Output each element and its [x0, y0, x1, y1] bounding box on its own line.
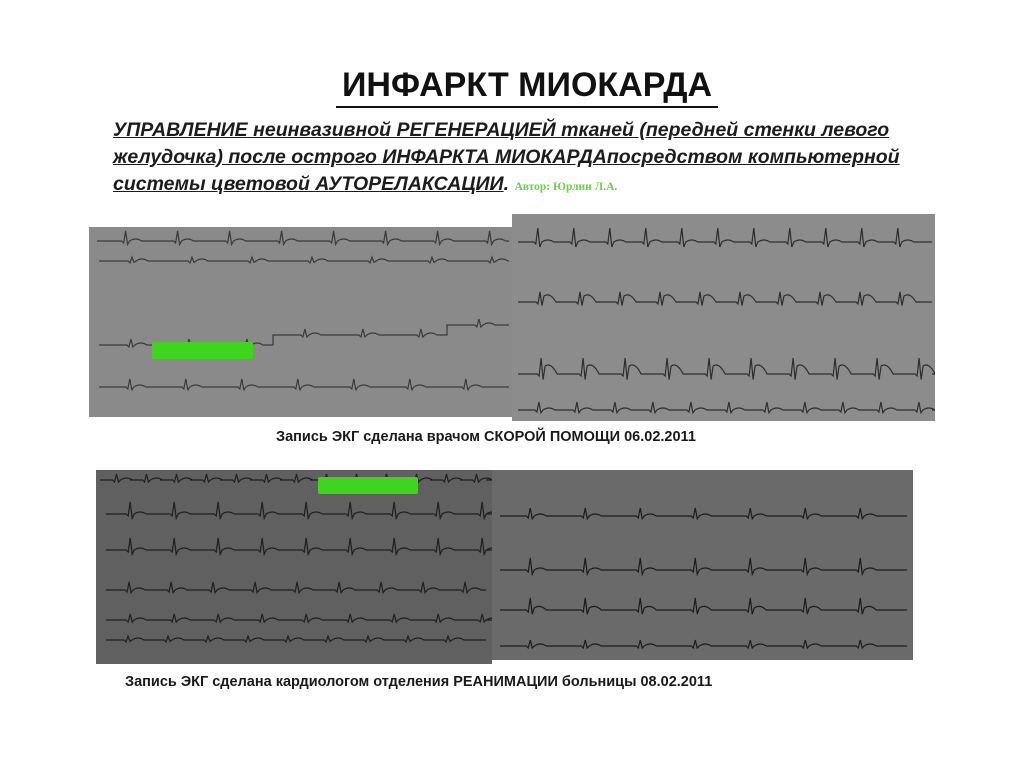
- subtitle-part-6: посредством компьютерной системы цветовой: [113, 146, 900, 195]
- ecg-trace-2: [106, 502, 492, 518]
- redaction-mark: [318, 477, 418, 494]
- subtitle-part-5: ИНФАРКТА МИОКАРДА: [382, 146, 607, 168]
- ecg-trace-3: [500, 598, 907, 614]
- ecg-trace-1: [100, 474, 492, 482]
- ecg-trace-4: [106, 582, 486, 593]
- ecg-trace-svg: [512, 214, 935, 421]
- subtitle-part-4: тканей (передней стенки левого желудочка) после острого: [113, 119, 890, 168]
- ecg-trace-2: [99, 257, 509, 263]
- subtitle-part-2: неинвазивной: [247, 119, 397, 141]
- subtitle-part-1: УПРАВЛЕНИЕ: [113, 119, 248, 141]
- ecg-trace-svg: [492, 470, 913, 660]
- redaction-mark: [152, 342, 253, 359]
- ecg-trace-3: [106, 538, 492, 554]
- ecg-trace-3: [518, 358, 935, 380]
- ecg-trace-4: [518, 402, 935, 413]
- ecg-trace-2: [518, 292, 932, 306]
- ecg-image-icu-left: [96, 470, 492, 664]
- slide-subtitle: [113, 117, 913, 201]
- subtitle-part-7: АУТОРЕЛАКСАЦИИ: [315, 173, 504, 195]
- author-credit: Автор: Юрлин Л.А.: [514, 181, 618, 193]
- ecg-trace-1: [518, 228, 932, 247]
- ecg-trace-1: [97, 231, 509, 245]
- ecg-trace-4: [500, 640, 907, 648]
- ecg-caption-icu: Запись ЭКГ сделана кардиологом отделения РЕАНИМАЦИИ больницы 08.02.2011: [125, 674, 713, 690]
- ecg-image-ambulance-right: [512, 214, 935, 421]
- ecg-trace-svg: [89, 227, 512, 417]
- subtitle-part-8: .: [503, 173, 510, 195]
- ecg-trace-2: [500, 558, 907, 574]
- ecg-image-icu-right: [492, 470, 913, 660]
- ecg-trace-5: [106, 614, 492, 622]
- subtitle-part-3: РЕГЕНЕРАЦИЕЙ: [396, 119, 556, 141]
- ecg-trace-svg: [96, 470, 492, 664]
- ecg-image-ambulance-left: [89, 227, 512, 417]
- ecg-trace-4: [99, 379, 509, 390]
- ecg-caption-ambulance: Запись ЭКГ сделана врачом СКОРОЙ ПОМОЩИ 06.02.2011: [276, 429, 696, 445]
- title-underline: [336, 106, 718, 108]
- slide-title: ИНФАРКТ МИОКАРДА: [341, 66, 713, 104]
- ecg-trace-6: [106, 636, 486, 642]
- ecg-trace-1: [500, 508, 907, 519]
